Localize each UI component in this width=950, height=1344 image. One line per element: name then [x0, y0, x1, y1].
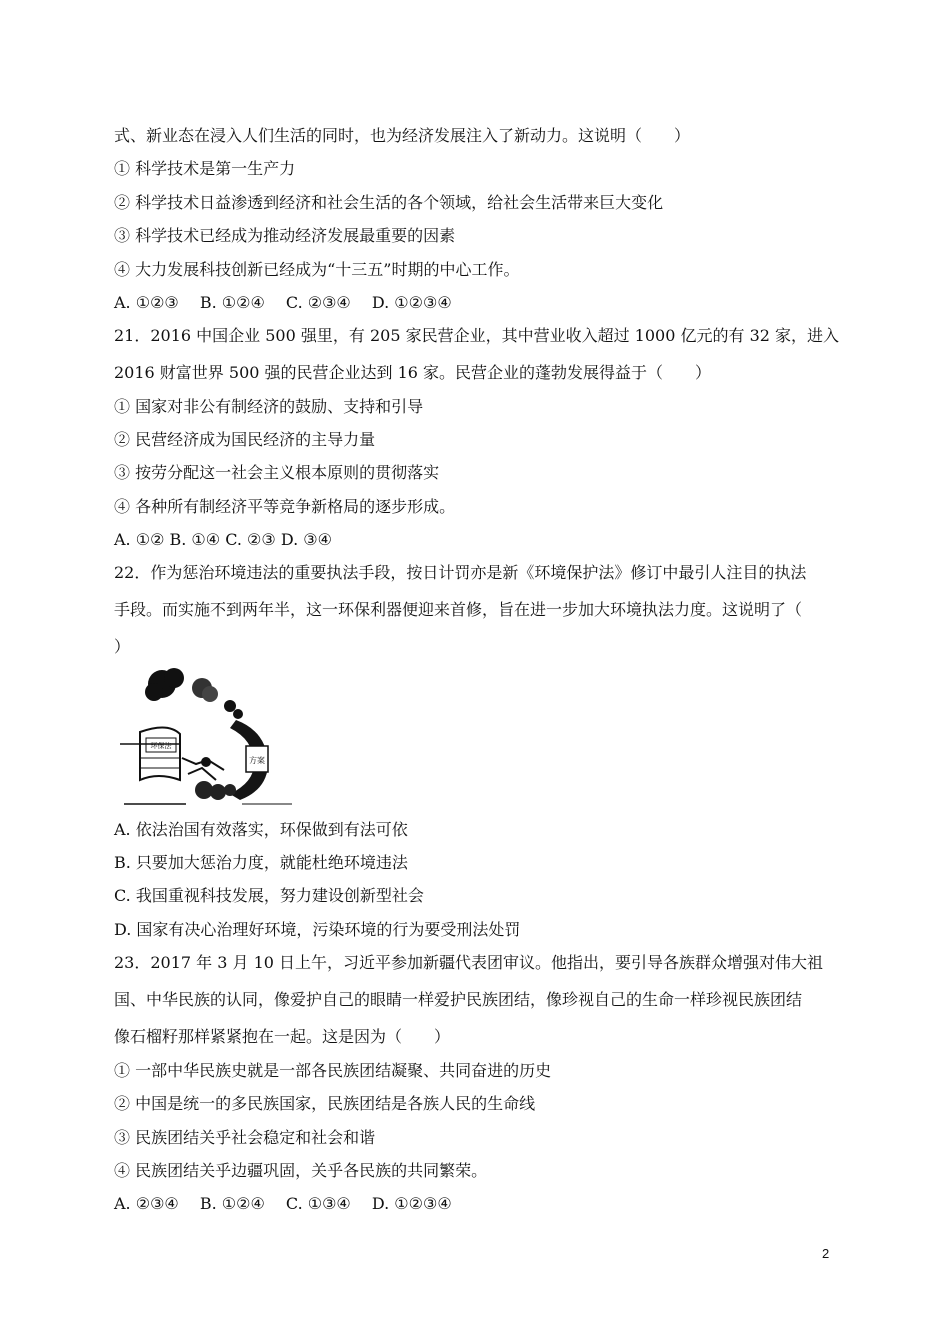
q20-stem-tail: 式、新业态在浸入人们生活的同时，也为经济发展注入了新动力。这说明（ ） — [114, 126, 691, 145]
left-gate — [140, 727, 180, 780]
q23-stem-line-3: 像石榴籽那样紧紧抱在一起。这是因为（ ） — [114, 1027, 451, 1046]
page-number: 2 — [822, 1246, 830, 1261]
q20-item-3: ③ 科学技术已经成为推动经济发展最重要的因素 — [114, 226, 456, 245]
q23-item-2: ② 中国是统一的多民族国家，民族团结是各族人民的生命线 — [114, 1094, 536, 1113]
q21-options: A. ①② B. ①④ C. ②③ D. ③④ — [114, 530, 332, 549]
q20-item-4: ④ 大力发展科技创新已经成为“十三五”时期的中心工作。 — [114, 260, 520, 279]
smoke-clouds — [145, 668, 243, 719]
pollution-cartoon — [118, 662, 296, 810]
q23-item-4: ④ 民族团结关乎边疆巩固，关乎各民族的共同繁荣。 — [114, 1161, 488, 1180]
q23-stem-line-1: 23．2017 年 3 月 10 日上午，习近平参加新疆代表团审议。他指出，要引导各族群众增强对伟大祖 — [114, 953, 824, 972]
q21-item-4: ④ 各种所有制经济平等竞争新格局的逐步形成。 — [114, 497, 456, 516]
q22-stem-line-3: ） — [114, 637, 131, 656]
q21-stem-line-2: 2016 财富世界 500 强的民营企业达到 16 家。民营企业的蓬勃发展得益于（ ） — [114, 363, 712, 382]
q20-options: A. ①②③ B. ①②④ C. ②③④ D. ①②③④ — [114, 293, 452, 312]
q23-options: A. ②③④ B. ①②④ C. ①③④ D. ①②③④ — [114, 1194, 452, 1213]
q22-option-b: B. 只要加大惩治力度，就能杜绝环境违法 — [114, 853, 408, 872]
q22-option-a: A. 依法治国有效落实，环保做到有法可依 — [114, 820, 408, 839]
q21-item-3: ③ 按劳分配这一社会主义根本原则的贯彻落实 — [114, 463, 440, 482]
figure-person — [182, 758, 224, 780]
ground-cloud — [195, 781, 236, 800]
q23-stem-line-2: 国、中华民族的认同，像爱护自己的眼睛一样爱护民族团结，像珍视自己的生命一样珍视民族团结 — [114, 990, 803, 1009]
right-sign — [246, 746, 268, 772]
q22-option-c: C. 我国重视科技发展，努力建设创新型社会 — [114, 886, 424, 905]
q20-item-2: ② 科学技术日益渗透到经济和社会生活的各个领域，给社会生活带来巨大变化 — [114, 193, 664, 212]
q22-option-d: D. 国家有决心治理好环境，污染环境的行为要受刑法处罚 — [114, 920, 521, 939]
q21-item-2: ② 民营经济成为国民经济的主导力量 — [114, 430, 376, 449]
q21-stem-line-1: 21．2016 中国企业 500 强里，有 205 家民营企业，其中营业收入超过 1000 亿元的有 32 家，进入 — [114, 326, 840, 345]
q23-item-1: ① 一部中华民族史就是一部各民族团结凝聚、共同奋进的历史 — [114, 1061, 552, 1080]
q22-stem-line-1: 22．作为惩治环境违法的重要执法手段，按日计罚亦是新《环境保护法》修订中最引人注目的执法 — [114, 563, 807, 582]
q22-stem-line-2: 手段。而实施不到两年半，这一环保利器便迎来首修，旨在进一步加大环境执法力度。这说明了（ — [114, 600, 803, 619]
svg-text:方案: 方案 — [249, 756, 265, 765]
q23-item-3: ③ 民族团结关乎社会稳定和社会和谐 — [114, 1128, 376, 1147]
q20-item-1: ① 科学技术是第一生产力 — [114, 159, 296, 178]
svg-text:环保法: 环保法 — [150, 742, 172, 750]
q21-item-1: ① 国家对非公有制经济的鼓励、支持和引导 — [114, 397, 424, 416]
